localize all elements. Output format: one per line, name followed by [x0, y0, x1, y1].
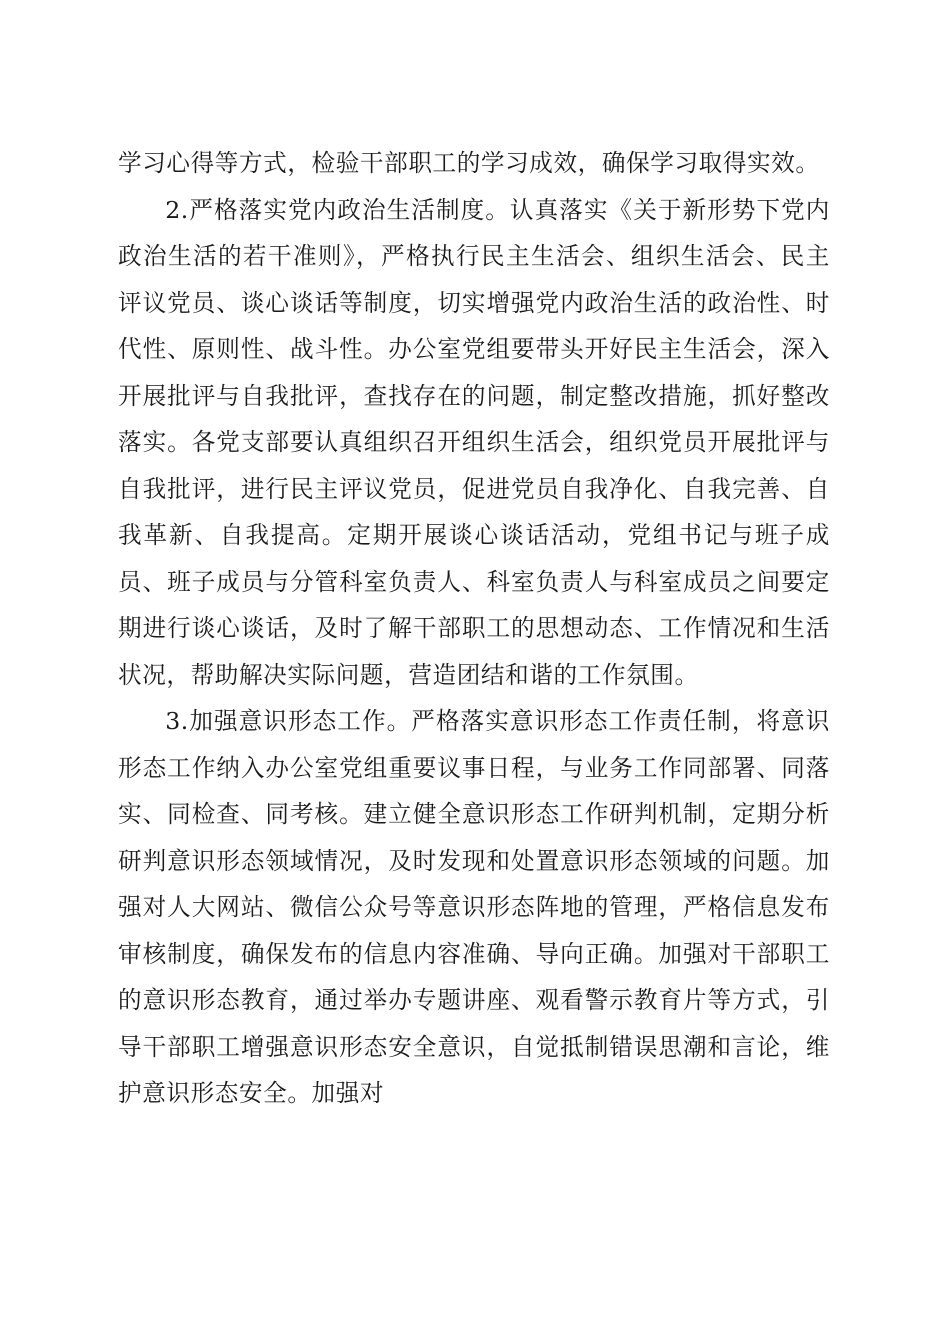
paragraph-continuation: 学习心得等方式，检验干部职工的学习成效，确保学习取得实效。: [118, 149, 820, 177]
paragraph-3-ideology-work: 3.加强意识形态工作。严格落实意识形态工作责任制，将意识形态工作纳入办公室党组重要议事日程，与业务工作同部署、同落实、同检查、同考核。建立健全意识形态工作研判机制，定期分析研判意识形态领域情况，及时发现和处置意识形态领域的问题。加强对人大网站、微信公众号等意识形态阵地的管理，严格信息发布审核制度，确保发布的信息内容准确、导向正确。加强对干部职工的意识形态教育，通过举办专题讲座、观看警示教育片等方式，引导干部职工增强意识形态安全意识，自觉抵制错误思潮和言论，维护意识形态安全。加强对: [118, 707, 830, 1107]
document-body: [118, 140, 830, 1117]
paragraph-2-party-political-life: 2.严格落实党内政治生活制度。认真落实《关于新形势下党内政治生活的若干准则》，严格执行民主生活会、组织生活会、民主评议党员、谈心谈话等制度，切实增强党内政治生活的政治性、时代性、原则性、战斗性。办公室党组要带头开好民主生活会，深入开展批评与自我批评，查找存在的问题，制定整改措施，抓好整改落实。各党支部要认真组织召开组织生活会，组织党员开展批评与自我批评，进行民主评议党员，促进党员自我净化、自我完善、自我革新、自我提高。定期开展谈心谈话活动，党组书记与班子成员、班子成员与分管科室负责人、科室负责人与科室成员之间要定期进行谈心谈话，及时了解干部职工的思想动态、工作情况和生活状况，帮助解决实际问题，营造团结和谐的工作氛围。: [118, 195, 830, 689]
